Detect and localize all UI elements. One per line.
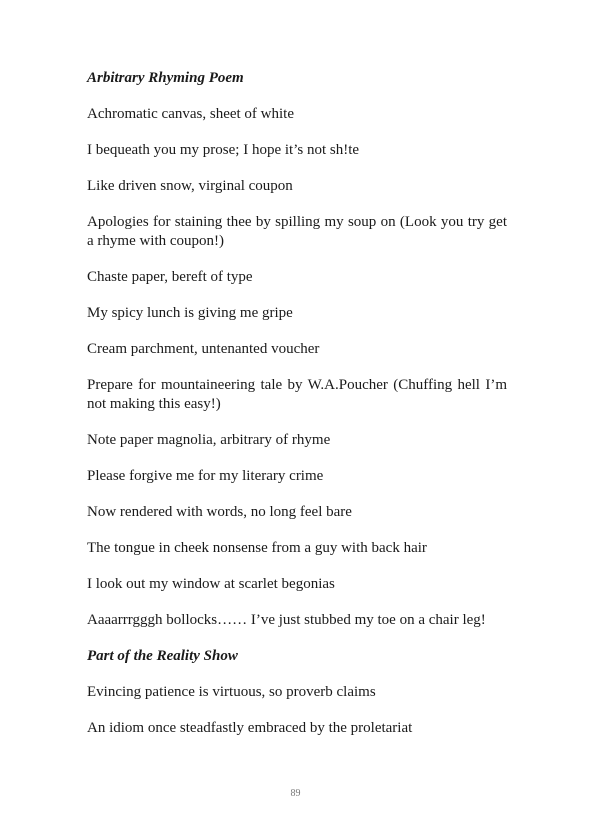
poem-line: I look out my window at scarlet begonias bbox=[87, 576, 335, 592]
poem-line: My spicy lunch is giving me gripe bbox=[87, 305, 293, 321]
poem-line: Note paper magnolia, arbitrary of rhyme bbox=[87, 432, 331, 448]
poem-title: Arbitrary Rhyming Poem bbox=[87, 70, 244, 86]
poem-line: The tongue in cheek nonsense from a guy with back hair bbox=[87, 540, 427, 556]
poem-title: Part of the Reality Show bbox=[87, 648, 238, 664]
poem-line: An idiom once steadfastly embraced by the proletariat bbox=[87, 720, 413, 736]
poem-line: Prepare for mountaineering tale by W.A.Poucher (Chuffing hell I’m not making this easy!) bbox=[87, 377, 507, 412]
poem-line: Please forgive me for my literary crime bbox=[87, 468, 324, 484]
poem-line: Cream parchment, untenanted voucher bbox=[87, 341, 320, 357]
poem-line: Achromatic canvas, sheet of white bbox=[87, 106, 295, 122]
poem-line: Aaaarrrgggh bollocks…… I’ve just stubbed my toe on a chair leg! bbox=[87, 612, 486, 628]
poem-line: Chaste paper, bereft of type bbox=[87, 269, 253, 285]
poem-line: I bequeath you my prose; I hope it’s not sh!te bbox=[87, 142, 360, 158]
page-number: 89 bbox=[290, 788, 301, 799]
poem-line: Now rendered with words, no long feel bare bbox=[87, 504, 352, 520]
page-content bbox=[87, 69, 507, 755]
poem-line: Evincing patience is virtuous, so proverb claims bbox=[87, 684, 376, 700]
poem-line: Apologies for staining thee by spilling my soup on (Look you try get a rhyme with coupon!) bbox=[87, 214, 507, 249]
poem-line: Like driven snow, virginal coupon bbox=[87, 178, 293, 194]
